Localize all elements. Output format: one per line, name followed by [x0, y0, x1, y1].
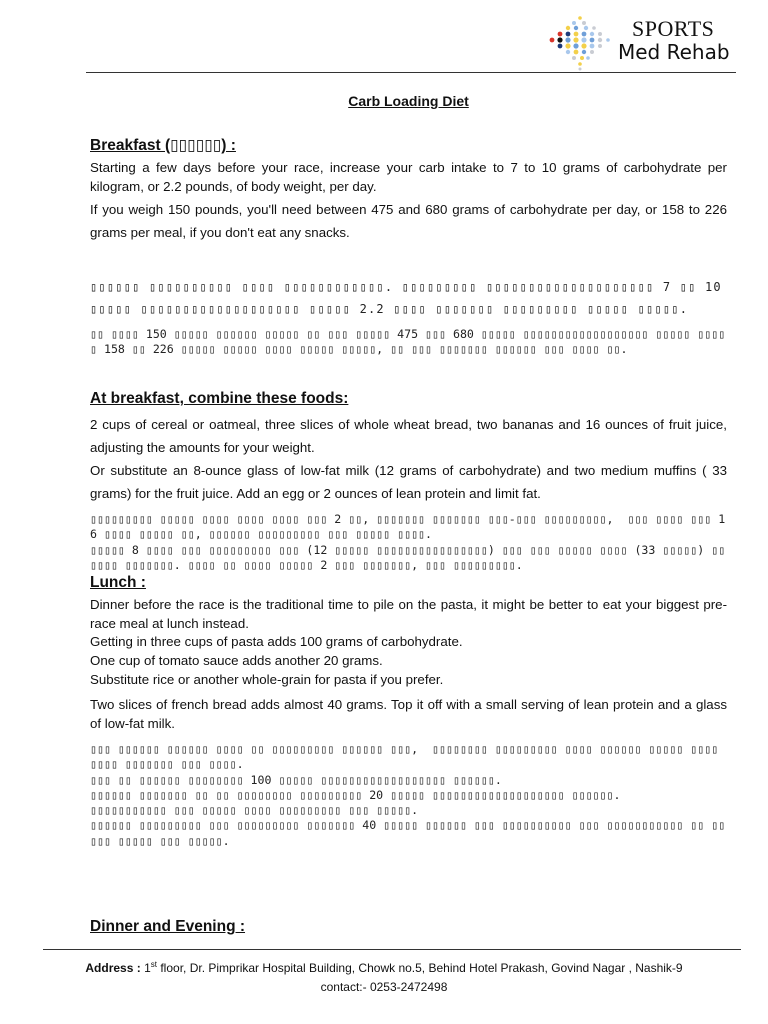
- lunch-paragraph-3: One cup of tomato sauce adds another 20 grams.: [90, 653, 383, 668]
- logo-dot: [582, 32, 587, 37]
- logo-dot: [557, 37, 562, 42]
- logo-dot: [574, 50, 579, 55]
- combine-paragraph-2: Or substitute an 8-ounce glass of low-fat milk (12 grams of carbohydrate) and two medium muffins ( 33 grams) for the fruit juice. Add an egg or 2 ounces of lean protein and limit fat.: [90, 463, 727, 501]
- logo-dot: [550, 38, 555, 43]
- combine-foods-heading: At breakfast, combine these foods:: [90, 390, 349, 407]
- breakfast-local-paragraph-1: ▯▯▯▯▯▯ ▯▯▯▯▯▯▯▯▯▯ ▯▯▯▯ ▯▯▯▯▯▯▯▯▯▯▯▯. ▯▯▯▯▯▯▯▯▯ ▯▯▯▯▯▯▯▯▯▯▯▯▯▯▯▯▯▯▯▯ 7 ▯▯ 10 ▯▯▯▯▯ ▯▯▯▯▯▯▯▯▯▯▯▯▯▯▯▯▯▯▯ ▯▯▯▯▯ 2.2 ▯▯▯▯ ▯▯▯▯▯▯▯ ▯▯▯▯▯▯▯▯▯ ▯▯▯▯▯ ▯▯▯▯▯.: [90, 280, 731, 316]
- logo-dot: [590, 38, 595, 43]
- logo-dot: [606, 38, 610, 42]
- logo-dot: [590, 50, 594, 54]
- logo-dot: [581, 43, 586, 48]
- logo-dot: [582, 21, 586, 25]
- logo-dot: [558, 32, 563, 37]
- logo-dot: [574, 26, 578, 30]
- lunch-paragraph-1: Dinner before the race is the traditional time to pile on the pasta, it might be better to eat your biggest pre-race meal at lunch instead.: [90, 597, 727, 631]
- logo-dot: [573, 37, 578, 42]
- footer-address-text: floor, Dr. Pimprikar Hospital Building, Chowk no.5, Behind Hotel Prakash, Govind Nagar , Nashik-9: [157, 961, 683, 975]
- logo-dot: [581, 37, 586, 42]
- logo-dot: [565, 37, 570, 42]
- lunch-paragraph-4: Substitute rice or another whole-grain for pasta if you prefer.: [90, 672, 444, 687]
- logo-dot: [592, 26, 596, 30]
- breakfast-paragraph-1: Starting a few days before your race, increase your carb intake to 7 to 10 grams of carbohydrate per kilogram, or 2.2 pounds, of body weight, per day.: [90, 160, 727, 194]
- document-title: Carb Loading Diet: [348, 93, 469, 109]
- footer: [0, 955, 768, 997]
- logo-dot: [578, 62, 582, 66]
- logo-dot: [566, 32, 571, 37]
- footer-divider: [43, 949, 741, 950]
- logo-dot: [598, 44, 602, 48]
- lunch-heading: Lunch :: [90, 574, 146, 591]
- footer-contact: contact:- 0253-2472498: [320, 980, 448, 994]
- footer-address-label: Address :: [85, 961, 141, 975]
- logo-dot: [584, 26, 588, 30]
- lunch-paragraph-5: Two slices of french bread adds almost 40 grams. Top it off with a small serving of lean protein and a glass of low-fat milk.: [90, 697, 727, 731]
- logo-dot: [566, 26, 570, 30]
- logo-dot: [572, 21, 576, 25]
- combine-paragraph-1: 2 cups of cereal or oatmeal, three slices of whole wheat bread, two bananas and 16 ounces of fruit juice, adjusting the amounts for your weight.: [90, 417, 727, 455]
- logo-dot: [566, 50, 570, 54]
- logo-dot: [582, 50, 586, 54]
- logo-dot: [586, 56, 590, 60]
- logo-dots-graphic: [546, 14, 616, 72]
- breakfast-local-paragraph-2: ▯▯ ▯▯▯▯ 150 ▯▯▯▯▯ ▯▯▯▯▯▯ ▯▯▯▯▯ ▯▯ ▯▯▯ ▯▯▯▯▯ 475 ▯▯▯ 680 ▯▯▯▯▯ ▯▯▯▯▯▯▯▯▯▯▯▯▯▯▯▯▯▯ ▯▯▯▯▯ ▯▯▯▯▯ 158 ▯▯ 226 ▯▯▯▯▯ ▯▯▯▯▯ ▯▯▯▯ ▯▯▯▯▯ ▯▯▯▯▯, ▯▯ ▯▯▯ ▯▯▯▯▯▯▯ ▯▯▯▯▯▯ ▯▯▯ ▯▯▯▯ ▯▯.: [90, 327, 726, 357]
- header-divider: [86, 72, 736, 73]
- footer-address: [0, 955, 768, 978]
- logo-sports-text: SPORTS: [632, 16, 715, 41]
- logo-dot: [573, 43, 578, 48]
- logo-dot: [590, 44, 595, 49]
- dinner-evening-heading: Dinner and Evening :: [90, 918, 246, 935]
- lunch-paragraph-2: Getting in three cups of pasta adds 100 grams of carbohydrate.: [90, 634, 463, 649]
- logo-dot: [579, 68, 582, 71]
- logo-dot: [590, 32, 594, 36]
- combine-local-paragraph: ▯▯▯▯▯▯▯▯▯ ▯▯▯▯▯ ▯▯▯▯ ▯▯▯▯ ▯▯▯▯ ▯▯▯ 2 ▯▯, ▯▯▯▯▯▯▯ ▯▯▯▯▯▯▯ ▯▯▯-▯▯▯ ▯▯▯▯▯▯▯▯▯, ▯▯▯ ▯▯▯▯ ▯▯▯ 16 ▯▯▯▯ ▯▯▯▯▯ ▯▯, ▯▯▯▯▯▯ ▯▯▯▯▯▯▯▯▯ ▯▯▯ ▯▯▯▯▯ ▯▯▯▯. ▯▯▯▯▯ 8 ▯▯▯▯ ▯▯▯ ▯▯▯▯▯▯▯▯▯ ▯▯▯ (12 ▯▯▯▯▯ ▯▯▯▯▯▯▯▯▯▯▯▯▯▯▯▯) ▯▯▯ ▯▯▯ ▯▯▯▯▯ ▯▯▯▯ (33 ▯▯▯▯▯) ▯▯▯▯▯▯ ▯▯▯▯▯▯▯. ▯▯▯▯ ▯▯ ▯▯▯▯ ▯▯▯▯▯ 2 ▯▯▯ ▯▯▯▯▯▯▯, ▯▯▯ ▯▯▯▯▯▯▯▯▯.: [90, 512, 726, 572]
- logo-dot: [598, 32, 602, 36]
- footer-address-suffix: st: [150, 960, 158, 969]
- breakfast-heading: Breakfast (▯▯▯▯▯▯) :: [90, 137, 236, 154]
- footer-address-number: 1: [144, 961, 151, 975]
- sports-med-rehab-logo: [546, 14, 736, 72]
- logo-dot: [565, 43, 570, 48]
- logo-dot: [572, 56, 576, 60]
- logo-med-rehab-text: Med Rehab: [618, 40, 730, 64]
- breakfast-paragraph-2: If you weigh 150 pounds, you'll need between 475 and 680 grams of carbohydrate per day, or 158 to 226 grams per meal, if you don't eat any snacks.: [90, 202, 727, 240]
- logo-dot: [574, 32, 579, 37]
- logo-dot: [580, 56, 584, 60]
- logo-dot: [578, 16, 582, 20]
- logo-dot: [598, 38, 602, 42]
- logo-dot: [558, 44, 563, 49]
- lunch-local-paragraph: ▯▯▯ ▯▯▯▯▯▯ ▯▯▯▯▯▯ ▯▯▯▯ ▯▯ ▯▯▯▯▯▯▯▯▯ ▯▯▯▯▯▯ ▯▯▯, ▯▯▯▯▯▯▯▯ ▯▯▯▯▯▯▯▯▯ ▯▯▯▯ ▯▯▯▯▯▯ ▯▯▯▯▯ ▯▯▯▯ ▯▯▯▯ ▯▯▯▯▯▯▯ ▯▯▯ ▯▯▯▯. ▯▯▯ ▯▯ ▯▯▯▯▯▯ ▯▯▯▯▯▯▯▯ 100 ▯▯▯▯▯ ▯▯▯▯▯▯▯▯▯▯▯▯▯▯▯▯▯▯ ▯▯▯▯▯▯. ▯▯▯▯▯▯ ▯▯▯▯▯▯▯ ▯▯ ▯▯ ▯▯▯▯▯▯▯▯ ▯▯▯▯▯▯▯▯▯ 20 ▯▯▯▯▯ ▯▯▯▯▯▯▯▯▯▯▯▯▯▯▯▯▯▯▯ ▯▯▯▯▯▯. ▯▯▯▯▯▯▯▯▯▯▯ ▯▯▯ ▯▯▯▯▯ ▯▯▯▯ ▯▯▯▯▯▯▯▯▯ ▯▯▯ ▯▯▯▯▯. ▯▯▯▯▯▯ ▯▯▯▯▯▯▯▯▯ ▯▯▯ ▯▯▯▯▯▯▯▯▯ ▯▯▯▯▯▯▯ 40 ▯▯▯▯▯ ▯▯▯▯▯▯ ▯▯▯ ▯▯▯▯▯▯▯▯▯▯ ▯▯▯ ▯▯▯▯▯▯▯▯▯▯▯ ▯▯ ▯▯▯▯▯ ▯▯▯▯▯ ▯▯▯ ▯▯▯▯▯.: [90, 742, 726, 848]
